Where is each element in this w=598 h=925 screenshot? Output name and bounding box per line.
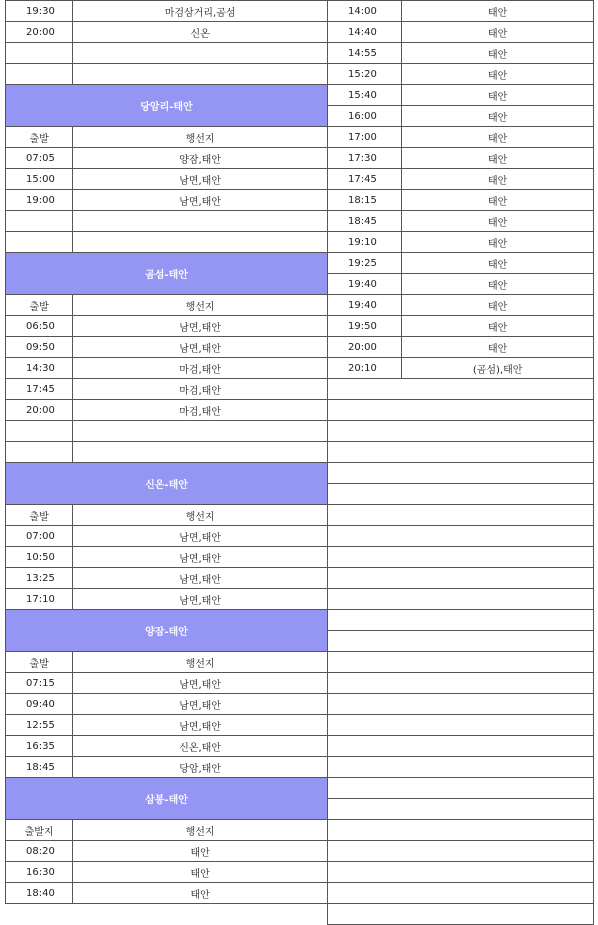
empty-cell — [328, 652, 594, 673]
schedule-row — [328, 358, 594, 379]
schedule-row — [6, 316, 328, 337]
empty-cell — [328, 547, 594, 568]
empty-cell — [328, 463, 594, 484]
departure-time: 19:00 — [6, 190, 73, 211]
route-title: 양잠-태안 — [6, 610, 328, 652]
departure-time — [6, 442, 73, 463]
route-title: 삼봉-태안 — [6, 778, 328, 820]
schedule-row — [328, 1, 594, 22]
schedule-row — [328, 64, 594, 85]
departure-time — [6, 232, 73, 253]
empty-cell — [328, 442, 594, 463]
destination: 남면,태안 — [73, 169, 328, 190]
schedule-row — [328, 148, 594, 169]
destination: 태안 — [402, 316, 594, 337]
destination — [73, 442, 328, 463]
schedule-row — [6, 694, 328, 715]
schedule-row — [328, 211, 594, 232]
departure-column-label: 출발 — [6, 652, 73, 673]
column-label-row — [6, 127, 328, 148]
empty-cell — [328, 610, 594, 631]
departure-time: 19:40 — [328, 274, 402, 295]
departure-time: 07:15 — [6, 673, 73, 694]
departure-time: 17:00 — [328, 127, 402, 148]
departure-time: 16:30 — [6, 862, 73, 883]
destination: 태안 — [402, 85, 594, 106]
departure-time — [6, 211, 73, 232]
departure-time — [6, 64, 73, 85]
schedule-row — [6, 358, 328, 379]
departure-time: 20:10 — [328, 358, 402, 379]
empty-row — [328, 442, 594, 463]
empty-cell — [328, 799, 594, 820]
destination: 마검,태안 — [73, 379, 328, 400]
empty-row — [328, 673, 594, 694]
destination — [73, 232, 328, 253]
destination: 태안 — [402, 295, 594, 316]
departure-time: 18:40 — [6, 883, 73, 904]
departure-time: 19:25 — [328, 253, 402, 274]
destination: 남면,태안 — [73, 337, 328, 358]
schedule-row — [6, 43, 328, 64]
empty-row — [328, 505, 594, 526]
destination: 당암,태안 — [73, 757, 328, 778]
schedule-row — [6, 400, 328, 421]
column-label-row — [6, 505, 328, 526]
empty-row — [328, 526, 594, 547]
route-header-row — [6, 778, 328, 820]
destination: 태안 — [402, 253, 594, 274]
departure-time: 18:45 — [328, 211, 402, 232]
departure-time: 20:00 — [6, 400, 73, 421]
destination: 마검삼거리,곰섬 — [73, 1, 328, 22]
destination — [73, 211, 328, 232]
schedule-row — [6, 190, 328, 211]
schedule-row — [6, 379, 328, 400]
empty-row — [328, 715, 594, 736]
column-label-row — [6, 652, 328, 673]
departure-time: 14:30 — [6, 358, 73, 379]
destination: (곰섬),태안 — [402, 358, 594, 379]
departure-time — [6, 421, 73, 442]
schedule-row — [6, 568, 328, 589]
column-label-row — [6, 295, 328, 316]
destination: 태안 — [402, 169, 594, 190]
empty-row — [328, 904, 594, 925]
destination: 신온 — [73, 22, 328, 43]
departure-time: 09:50 — [6, 337, 73, 358]
schedule-row — [328, 127, 594, 148]
departure-time: 06:50 — [6, 316, 73, 337]
departure-time: 12:55 — [6, 715, 73, 736]
schedule-row — [6, 841, 328, 862]
schedule-row — [6, 736, 328, 757]
departure-time: 14:00 — [328, 1, 402, 22]
destination: 태안 — [402, 232, 594, 253]
destination: 남면,태안 — [73, 715, 328, 736]
empty-row — [328, 652, 594, 673]
departure-time: 18:15 — [328, 190, 402, 211]
destination: 남면,태안 — [73, 694, 328, 715]
route-title: 곰섬-태안 — [6, 253, 328, 295]
destination: 태안 — [402, 43, 594, 64]
destination: 태안 — [402, 64, 594, 85]
route-header-row — [6, 463, 328, 505]
departure-time: 19:10 — [328, 232, 402, 253]
empty-cell — [328, 757, 594, 778]
schedule-row — [328, 22, 594, 43]
empty-cell — [328, 862, 594, 883]
empty-row — [328, 400, 594, 421]
empty-cell — [328, 883, 594, 904]
destination: 태안 — [402, 148, 594, 169]
destination-column-label: 행선지 — [73, 505, 328, 526]
destination: 남면,태안 — [73, 568, 328, 589]
empty-row — [328, 694, 594, 715]
departure-time: 17:45 — [6, 379, 73, 400]
empty-row — [328, 484, 594, 505]
destination: 태안 — [402, 211, 594, 232]
destination: 남면,태안 — [73, 190, 328, 211]
destination: 태안 — [73, 841, 328, 862]
schedule-row — [328, 43, 594, 64]
destination-column-label: 행선지 — [73, 295, 328, 316]
departure-time: 19:40 — [328, 295, 402, 316]
empty-cell — [328, 673, 594, 694]
destination: 남면,태안 — [73, 589, 328, 610]
departure-time: 20:00 — [328, 337, 402, 358]
departure-column-label: 출발 — [6, 127, 73, 148]
empty-row — [328, 421, 594, 442]
empty-cell — [328, 379, 594, 400]
departure-time: 17:30 — [328, 148, 402, 169]
empty-row — [328, 568, 594, 589]
empty-row — [328, 589, 594, 610]
departure-time: 19:30 — [6, 1, 73, 22]
destination: 남면,태안 — [73, 547, 328, 568]
schedule-row — [328, 169, 594, 190]
empty-cell — [328, 778, 594, 799]
departure-time: 15:00 — [6, 169, 73, 190]
schedule-row — [328, 337, 594, 358]
empty-cell — [328, 400, 594, 421]
departure-time: 07:05 — [6, 148, 73, 169]
empty-row — [328, 862, 594, 883]
left-timetable — [5, 0, 328, 904]
departure-time: 17:10 — [6, 589, 73, 610]
schedule-row — [6, 862, 328, 883]
schedule-row — [6, 715, 328, 736]
schedule-row — [6, 337, 328, 358]
departure-column-label: 출발 — [6, 295, 73, 316]
destination: 마검,태안 — [73, 358, 328, 379]
destination: 태안 — [402, 1, 594, 22]
empty-cell — [328, 589, 594, 610]
empty-cell — [328, 526, 594, 547]
destination-column-label: 행선지 — [73, 127, 328, 148]
departure-time: 15:40 — [328, 85, 402, 106]
destination: 태안 — [73, 883, 328, 904]
schedule-row — [328, 253, 594, 274]
departure-time — [6, 43, 73, 64]
empty-row — [328, 757, 594, 778]
departure-time: 14:40 — [328, 22, 402, 43]
schedule-row — [6, 169, 328, 190]
departure-time: 16:35 — [6, 736, 73, 757]
empty-row — [328, 799, 594, 820]
right-timetable — [327, 0, 594, 925]
departure-time: 20:00 — [6, 22, 73, 43]
destination: 양잠,태안 — [73, 148, 328, 169]
schedule-row — [328, 232, 594, 253]
destination — [73, 43, 328, 64]
empty-cell — [328, 820, 594, 841]
empty-row — [328, 820, 594, 841]
departure-time: 08:20 — [6, 841, 73, 862]
destination: 태안 — [73, 862, 328, 883]
schedule-row — [6, 148, 328, 169]
destination: 태안 — [402, 22, 594, 43]
schedule-row — [328, 274, 594, 295]
schedule-row — [328, 316, 594, 337]
departure-time: 16:00 — [328, 106, 402, 127]
destination: 신온,태안 — [73, 736, 328, 757]
departure-time: 17:45 — [328, 169, 402, 190]
empty-cell — [328, 568, 594, 589]
empty-row — [328, 379, 594, 400]
destination: 태안 — [402, 127, 594, 148]
schedule-row — [6, 232, 328, 253]
empty-row — [328, 778, 594, 799]
destination — [73, 64, 328, 85]
destination: 태안 — [402, 274, 594, 295]
route-title: 당암리-태안 — [6, 85, 328, 127]
departure-time: 13:25 — [6, 568, 73, 589]
empty-row — [328, 841, 594, 862]
destination-column-label: 행선지 — [73, 820, 328, 841]
route-title: 신온-태안 — [6, 463, 328, 505]
schedule-row — [328, 85, 594, 106]
departure-time: 10:50 — [6, 547, 73, 568]
schedule-row — [328, 190, 594, 211]
empty-row — [328, 610, 594, 631]
empty-cell — [328, 904, 594, 925]
destination: 태안 — [402, 190, 594, 211]
empty-cell — [328, 841, 594, 862]
empty-cell — [328, 694, 594, 715]
schedule-row — [6, 526, 328, 547]
schedule-row — [6, 757, 328, 778]
empty-row — [328, 547, 594, 568]
destination: 남면,태안 — [73, 673, 328, 694]
schedule-row — [6, 211, 328, 232]
departure-time: 14:55 — [328, 43, 402, 64]
schedule-row — [6, 547, 328, 568]
schedule-row — [6, 442, 328, 463]
empty-row — [328, 883, 594, 904]
empty-cell — [328, 505, 594, 526]
empty-cell — [328, 421, 594, 442]
empty-cell — [328, 631, 594, 652]
empty-row — [328, 736, 594, 757]
departure-time: 18:45 — [6, 757, 73, 778]
destination: 태안 — [402, 106, 594, 127]
departure-time: 15:20 — [328, 64, 402, 85]
schedule-row — [6, 673, 328, 694]
empty-cell — [328, 736, 594, 757]
destination: 남면,태안 — [73, 526, 328, 547]
schedule-row — [6, 1, 328, 22]
schedule-row — [6, 883, 328, 904]
departure-column-label: 출발 — [6, 505, 73, 526]
departure-time: 07:00 — [6, 526, 73, 547]
schedule-row — [6, 22, 328, 43]
destination-column-label: 행선지 — [73, 652, 328, 673]
empty-cell — [328, 715, 594, 736]
schedule-row — [6, 64, 328, 85]
route-header-row — [6, 610, 328, 652]
departure-time: 19:50 — [328, 316, 402, 337]
route-header-row — [6, 85, 328, 127]
schedule-row — [6, 421, 328, 442]
schedule-row — [6, 589, 328, 610]
destination: 남면,태안 — [73, 316, 328, 337]
empty-row — [328, 631, 594, 652]
empty-cell — [328, 484, 594, 505]
departure-column-label: 출발지 — [6, 820, 73, 841]
column-label-row — [6, 820, 328, 841]
empty-row — [328, 463, 594, 484]
destination: 마검,태안 — [73, 400, 328, 421]
departure-time: 09:40 — [6, 694, 73, 715]
destination: 태안 — [402, 337, 594, 358]
route-header-row — [6, 253, 328, 295]
destination — [73, 421, 328, 442]
schedule-row — [328, 106, 594, 127]
schedule-row — [328, 295, 594, 316]
